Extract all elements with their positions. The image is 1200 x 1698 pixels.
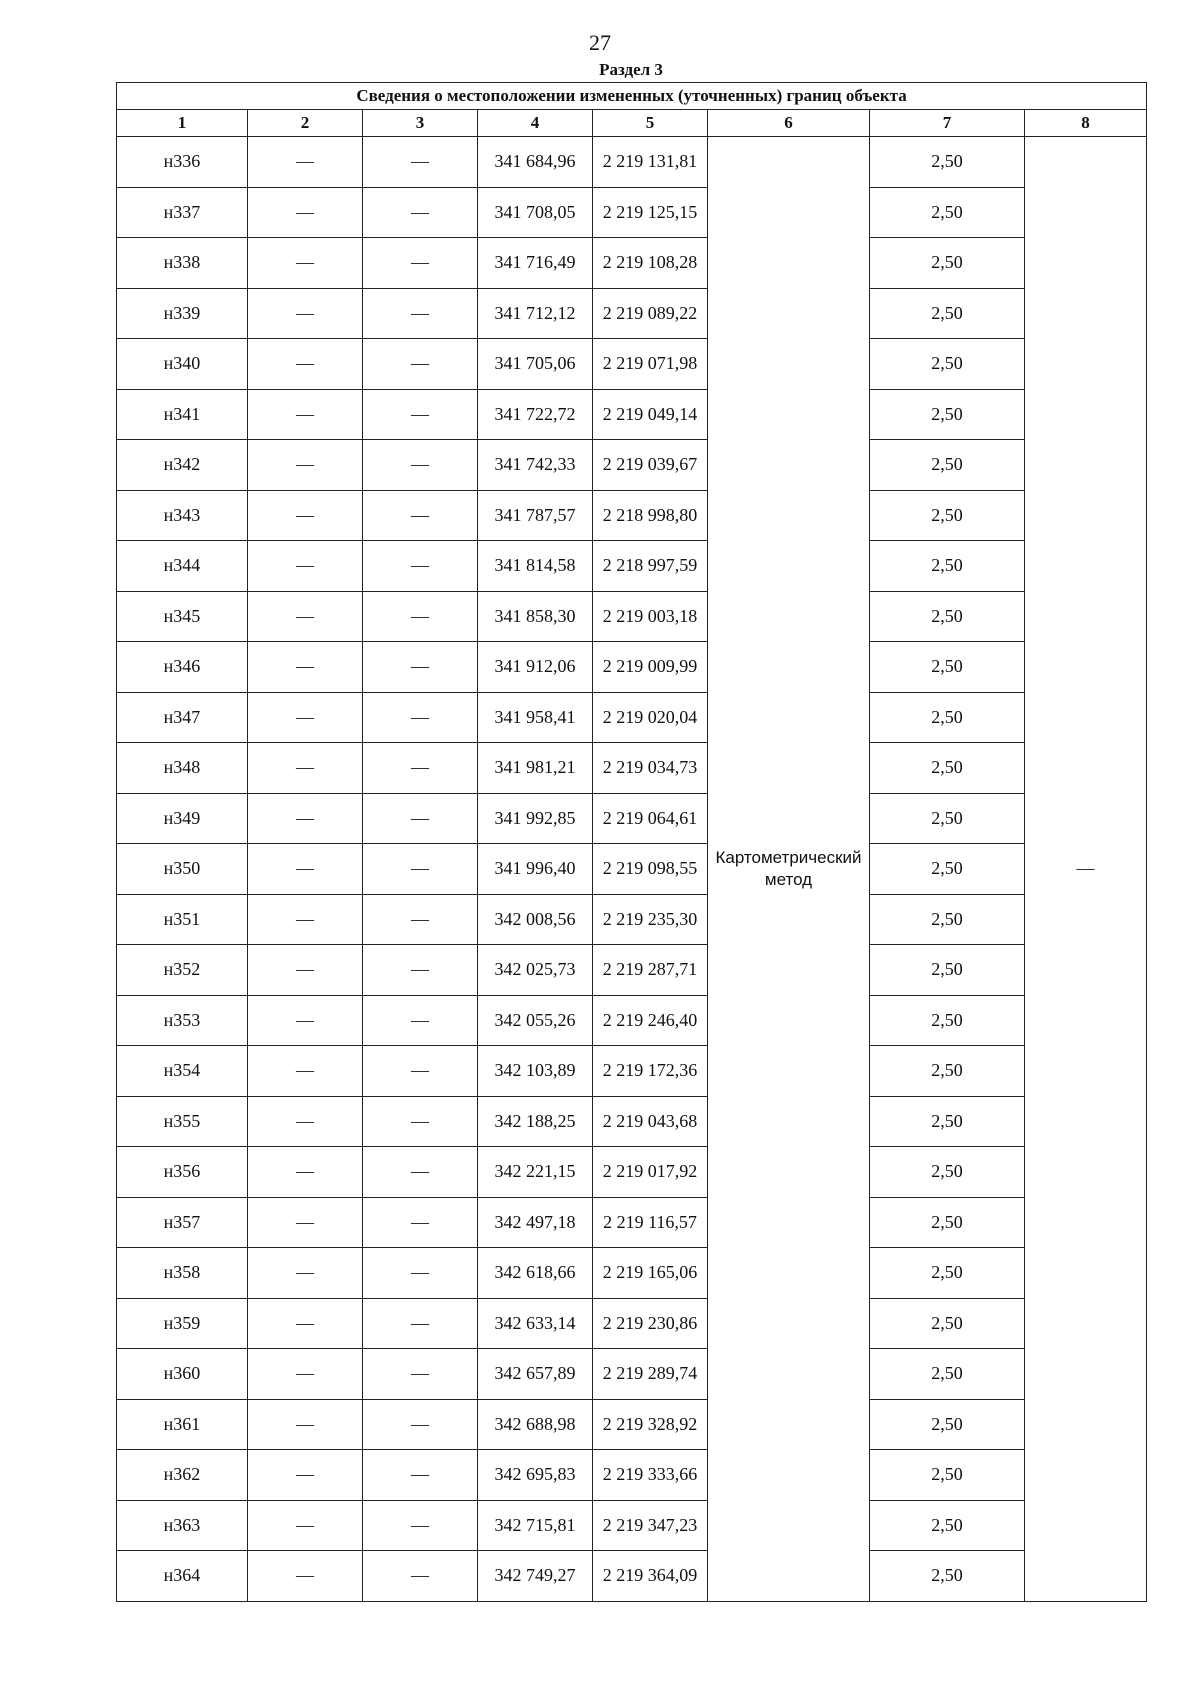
y-coordinate-cell: 2 219 333,66 <box>593 1450 708 1501</box>
x-coordinate-cell: 342 497,18 <box>478 1197 593 1248</box>
y-coordinate-cell: 2 219 172,36 <box>593 1046 708 1097</box>
col3-cell: — <box>363 137 478 188</box>
col3-cell: — <box>363 1450 478 1501</box>
col2-cell: — <box>248 440 363 491</box>
point-cell: н348 <box>117 743 248 794</box>
x-coordinate-cell: 342 715,81 <box>478 1500 593 1551</box>
table-row <box>117 187 1147 238</box>
column-number: 1 <box>117 110 248 137</box>
accuracy-cell: 2,50 <box>870 339 1025 390</box>
accuracy-cell: 2,50 <box>870 1147 1025 1198</box>
y-coordinate-cell: 2 219 328,92 <box>593 1399 708 1450</box>
col3-cell: — <box>363 945 478 996</box>
col2-cell: — <box>248 945 363 996</box>
col3-cell: — <box>363 642 478 693</box>
accuracy-cell: 2,50 <box>870 288 1025 339</box>
table-row <box>117 490 1147 541</box>
col3-cell: — <box>363 1197 478 1248</box>
table-row <box>117 743 1147 794</box>
table-row <box>117 1248 1147 1299</box>
table-row <box>117 1399 1147 1450</box>
x-coordinate-cell: 341 712,12 <box>478 288 593 339</box>
col3-cell: — <box>363 1349 478 1400</box>
point-cell: н340 <box>117 339 248 390</box>
x-coordinate-cell: 341 716,49 <box>478 238 593 289</box>
accuracy-cell: 2,50 <box>870 642 1025 693</box>
point-cell: н360 <box>117 1349 248 1400</box>
y-coordinate-cell: 2 219 049,14 <box>593 389 708 440</box>
table-row <box>117 1046 1147 1097</box>
accuracy-cell: 2,50 <box>870 1450 1025 1501</box>
page-number: 27 <box>589 30 611 55</box>
point-cell: н364 <box>117 1551 248 1602</box>
table-row <box>117 1298 1147 1349</box>
y-coordinate-cell: 2 218 998,80 <box>593 490 708 541</box>
point-cell: н338 <box>117 238 248 289</box>
column-number: 8 <box>1025 110 1147 137</box>
col3-cell: — <box>363 1147 478 1198</box>
column-number: 2 <box>248 110 363 137</box>
accuracy-cell: 2,50 <box>870 945 1025 996</box>
accuracy-cell: 2,50 <box>870 894 1025 945</box>
point-cell: н359 <box>117 1298 248 1349</box>
accuracy-cell: 2,50 <box>870 541 1025 592</box>
col3-cell: — <box>363 238 478 289</box>
x-coordinate-cell: 342 749,27 <box>478 1551 593 1602</box>
point-cell: н354 <box>117 1046 248 1097</box>
accuracy-cell: 2,50 <box>870 238 1025 289</box>
col3-cell: — <box>363 844 478 895</box>
accuracy-cell: 2,50 <box>870 389 1025 440</box>
x-coordinate-cell: 341 705,06 <box>478 339 593 390</box>
accuracy-cell: 2,50 <box>870 743 1025 794</box>
col2-cell: — <box>248 1096 363 1147</box>
table-row <box>117 591 1147 642</box>
point-cell: н341 <box>117 389 248 440</box>
x-coordinate-cell: 342 025,73 <box>478 945 593 996</box>
y-coordinate-cell: 2 219 246,40 <box>593 995 708 1046</box>
y-coordinate-cell: 2 219 108,28 <box>593 238 708 289</box>
col2-cell: — <box>248 1197 363 1248</box>
col3-cell: — <box>363 1046 478 1097</box>
col3-cell: — <box>363 490 478 541</box>
col2-cell: — <box>248 238 363 289</box>
method-cell: Картометрический метод <box>708 137 870 1602</box>
column-number: 3 <box>363 110 478 137</box>
accuracy-cell: 2,50 <box>870 591 1025 642</box>
y-coordinate-cell: 2 219 235,30 <box>593 894 708 945</box>
col3-cell: — <box>363 541 478 592</box>
col3-cell: — <box>363 793 478 844</box>
point-cell: н344 <box>117 541 248 592</box>
point-cell: н355 <box>117 1096 248 1147</box>
point-cell: н361 <box>117 1399 248 1450</box>
y-coordinate-cell: 2 219 131,81 <box>593 137 708 188</box>
col3-cell: — <box>363 743 478 794</box>
x-coordinate-cell: 341 858,30 <box>478 591 593 642</box>
col2-cell: — <box>248 490 363 541</box>
x-coordinate-cell: 342 103,89 <box>478 1046 593 1097</box>
accuracy-cell: 2,50 <box>870 187 1025 238</box>
x-coordinate-cell: 341 992,85 <box>478 793 593 844</box>
accuracy-cell: 2,50 <box>870 1551 1025 1602</box>
x-coordinate-cell: 342 688,98 <box>478 1399 593 1450</box>
table-row <box>117 541 1147 592</box>
col2-cell: — <box>248 339 363 390</box>
col2-cell: — <box>248 642 363 693</box>
col3-cell: — <box>363 339 478 390</box>
accuracy-cell: 2,50 <box>870 793 1025 844</box>
y-coordinate-cell: 2 219 003,18 <box>593 591 708 642</box>
point-cell: н350 <box>117 844 248 895</box>
col2-cell: — <box>248 541 363 592</box>
x-coordinate-cell: 342 618,66 <box>478 1248 593 1299</box>
column-number: 7 <box>870 110 1025 137</box>
point-cell: н347 <box>117 692 248 743</box>
y-coordinate-cell: 2 219 043,68 <box>593 1096 708 1147</box>
y-coordinate-cell: 2 219 017,92 <box>593 1147 708 1198</box>
y-coordinate-cell: 2 219 071,98 <box>593 339 708 390</box>
point-cell: н349 <box>117 793 248 844</box>
table-row <box>117 793 1147 844</box>
accuracy-cell: 2,50 <box>870 1399 1025 1450</box>
col8-cell: — <box>1025 137 1147 1602</box>
point-cell: н356 <box>117 1147 248 1198</box>
col3-cell: — <box>363 1500 478 1551</box>
point-cell: н357 <box>117 1197 248 1248</box>
table-row <box>117 642 1147 693</box>
accuracy-cell: 2,50 <box>870 1500 1025 1551</box>
accuracy-cell: 2,50 <box>870 490 1025 541</box>
table-row <box>117 894 1147 945</box>
accuracy-cell: 2,50 <box>870 1248 1025 1299</box>
col3-cell: — <box>363 288 478 339</box>
y-coordinate-cell: 2 219 039,67 <box>593 440 708 491</box>
x-coordinate-cell: 342 221,15 <box>478 1147 593 1198</box>
table-row <box>117 945 1147 996</box>
accuracy-cell: 2,50 <box>870 1046 1025 1097</box>
y-coordinate-cell: 2 219 289,74 <box>593 1349 708 1400</box>
col2-cell: — <box>248 187 363 238</box>
col3-cell: — <box>363 995 478 1046</box>
col3-cell: — <box>363 894 478 945</box>
col3-cell: — <box>363 1248 478 1299</box>
table-row <box>117 339 1147 390</box>
y-coordinate-cell: 2 219 230,86 <box>593 1298 708 1349</box>
col2-cell: — <box>248 1248 363 1299</box>
x-coordinate-cell: 341 958,41 <box>478 692 593 743</box>
column-number: 6 <box>708 110 870 137</box>
col3-cell: — <box>363 1298 478 1349</box>
point-cell: н346 <box>117 642 248 693</box>
point-cell: н351 <box>117 894 248 945</box>
column-number: 5 <box>593 110 708 137</box>
point-cell: н352 <box>117 945 248 996</box>
accuracy-cell: 2,50 <box>870 1197 1025 1248</box>
x-coordinate-cell: 341 814,58 <box>478 541 593 592</box>
table-row <box>117 1450 1147 1501</box>
x-coordinate-cell: 341 912,06 <box>478 642 593 693</box>
col3-cell: — <box>363 187 478 238</box>
y-coordinate-cell: 2 218 997,59 <box>593 541 708 592</box>
y-coordinate-cell: 2 219 034,73 <box>593 743 708 794</box>
col2-cell: — <box>248 743 363 794</box>
accuracy-cell: 2,50 <box>870 1298 1025 1349</box>
col2-cell: — <box>248 1551 363 1602</box>
accuracy-cell: 2,50 <box>870 844 1025 895</box>
point-cell: н363 <box>117 1500 248 1551</box>
table-row <box>117 440 1147 491</box>
accuracy-cell: 2,50 <box>870 137 1025 188</box>
col2-cell: — <box>248 591 363 642</box>
col2-cell: — <box>248 1349 363 1400</box>
col2-cell: — <box>248 1147 363 1198</box>
col2-cell: — <box>248 1500 363 1551</box>
x-coordinate-cell: 341 684,96 <box>478 137 593 188</box>
table-row <box>117 137 1147 188</box>
col2-cell: — <box>248 1399 363 1450</box>
accuracy-cell: 2,50 <box>870 692 1025 743</box>
col3-cell: — <box>363 1399 478 1450</box>
accuracy-cell: 2,50 <box>870 995 1025 1046</box>
y-coordinate-cell: 2 219 364,09 <box>593 1551 708 1602</box>
table-row <box>117 1096 1147 1147</box>
col3-cell: — <box>363 389 478 440</box>
point-cell: н358 <box>117 1248 248 1299</box>
x-coordinate-cell: 342 188,25 <box>478 1096 593 1147</box>
table-row <box>117 389 1147 440</box>
x-coordinate-cell: 341 722,72 <box>478 389 593 440</box>
point-cell: н342 <box>117 440 248 491</box>
table-row <box>117 1500 1147 1551</box>
y-coordinate-cell: 2 219 020,04 <box>593 692 708 743</box>
point-cell: н345 <box>117 591 248 642</box>
column-number-row <box>117 110 1147 137</box>
x-coordinate-cell: 341 787,57 <box>478 490 593 541</box>
col2-cell: — <box>248 995 363 1046</box>
table-body <box>117 137 1147 1602</box>
point-cell: н339 <box>117 288 248 339</box>
y-coordinate-cell: 2 219 116,57 <box>593 1197 708 1248</box>
y-coordinate-cell: 2 219 089,22 <box>593 288 708 339</box>
col3-cell: — <box>363 440 478 491</box>
x-coordinate-cell: 342 657,89 <box>478 1349 593 1400</box>
col2-cell: — <box>248 389 363 440</box>
x-coordinate-cell: 341 996,40 <box>478 844 593 895</box>
table-row <box>117 288 1147 339</box>
x-coordinate-cell: 342 695,83 <box>478 1450 593 1501</box>
table-row <box>117 995 1147 1046</box>
table-row <box>117 1197 1147 1248</box>
table-caption: Сведения о местоположении измененных (уточненных) границ объекта <box>117 83 1147 110</box>
y-coordinate-cell: 2 219 098,55 <box>593 844 708 895</box>
column-number: 4 <box>478 110 593 137</box>
x-coordinate-cell: 341 708,05 <box>478 187 593 238</box>
table-row <box>117 692 1147 743</box>
col2-cell: — <box>248 1298 363 1349</box>
col2-cell: — <box>248 793 363 844</box>
x-coordinate-cell: 341 742,33 <box>478 440 593 491</box>
accuracy-cell: 2,50 <box>870 440 1025 491</box>
col2-cell: — <box>248 894 363 945</box>
point-cell: н343 <box>117 490 248 541</box>
y-coordinate-cell: 2 219 347,23 <box>593 1500 708 1551</box>
x-coordinate-cell: 342 008,56 <box>478 894 593 945</box>
table-row <box>117 238 1147 289</box>
section-title: Раздел 3 <box>599 60 663 79</box>
point-cell: н337 <box>117 187 248 238</box>
table-row <box>117 1349 1147 1400</box>
col2-cell: — <box>248 1450 363 1501</box>
table-row <box>117 1551 1147 1602</box>
x-coordinate-cell: 341 981,21 <box>478 743 593 794</box>
col3-cell: — <box>363 1096 478 1147</box>
point-cell: н362 <box>117 1450 248 1501</box>
col3-cell: — <box>363 591 478 642</box>
x-coordinate-cell: 342 633,14 <box>478 1298 593 1349</box>
col2-cell: — <box>248 844 363 895</box>
col3-cell: — <box>363 1551 478 1602</box>
col2-cell: — <box>248 288 363 339</box>
y-coordinate-cell: 2 219 165,06 <box>593 1248 708 1299</box>
col2-cell: — <box>248 137 363 188</box>
x-coordinate-cell: 342 055,26 <box>478 995 593 1046</box>
point-cell: н353 <box>117 995 248 1046</box>
table-row <box>117 844 1147 895</box>
y-coordinate-cell: 2 219 009,99 <box>593 642 708 693</box>
accuracy-cell: 2,50 <box>870 1096 1025 1147</box>
point-cell: н336 <box>117 137 248 188</box>
y-coordinate-cell: 2 219 125,15 <box>593 187 708 238</box>
accuracy-cell: 2,50 <box>870 1349 1025 1400</box>
col2-cell: — <box>248 692 363 743</box>
col3-cell: — <box>363 692 478 743</box>
coordinates-table <box>116 82 1147 1602</box>
table-row <box>117 1147 1147 1198</box>
y-coordinate-cell: 2 219 287,71 <box>593 945 708 996</box>
y-coordinate-cell: 2 219 064,61 <box>593 793 708 844</box>
col2-cell: — <box>248 1046 363 1097</box>
